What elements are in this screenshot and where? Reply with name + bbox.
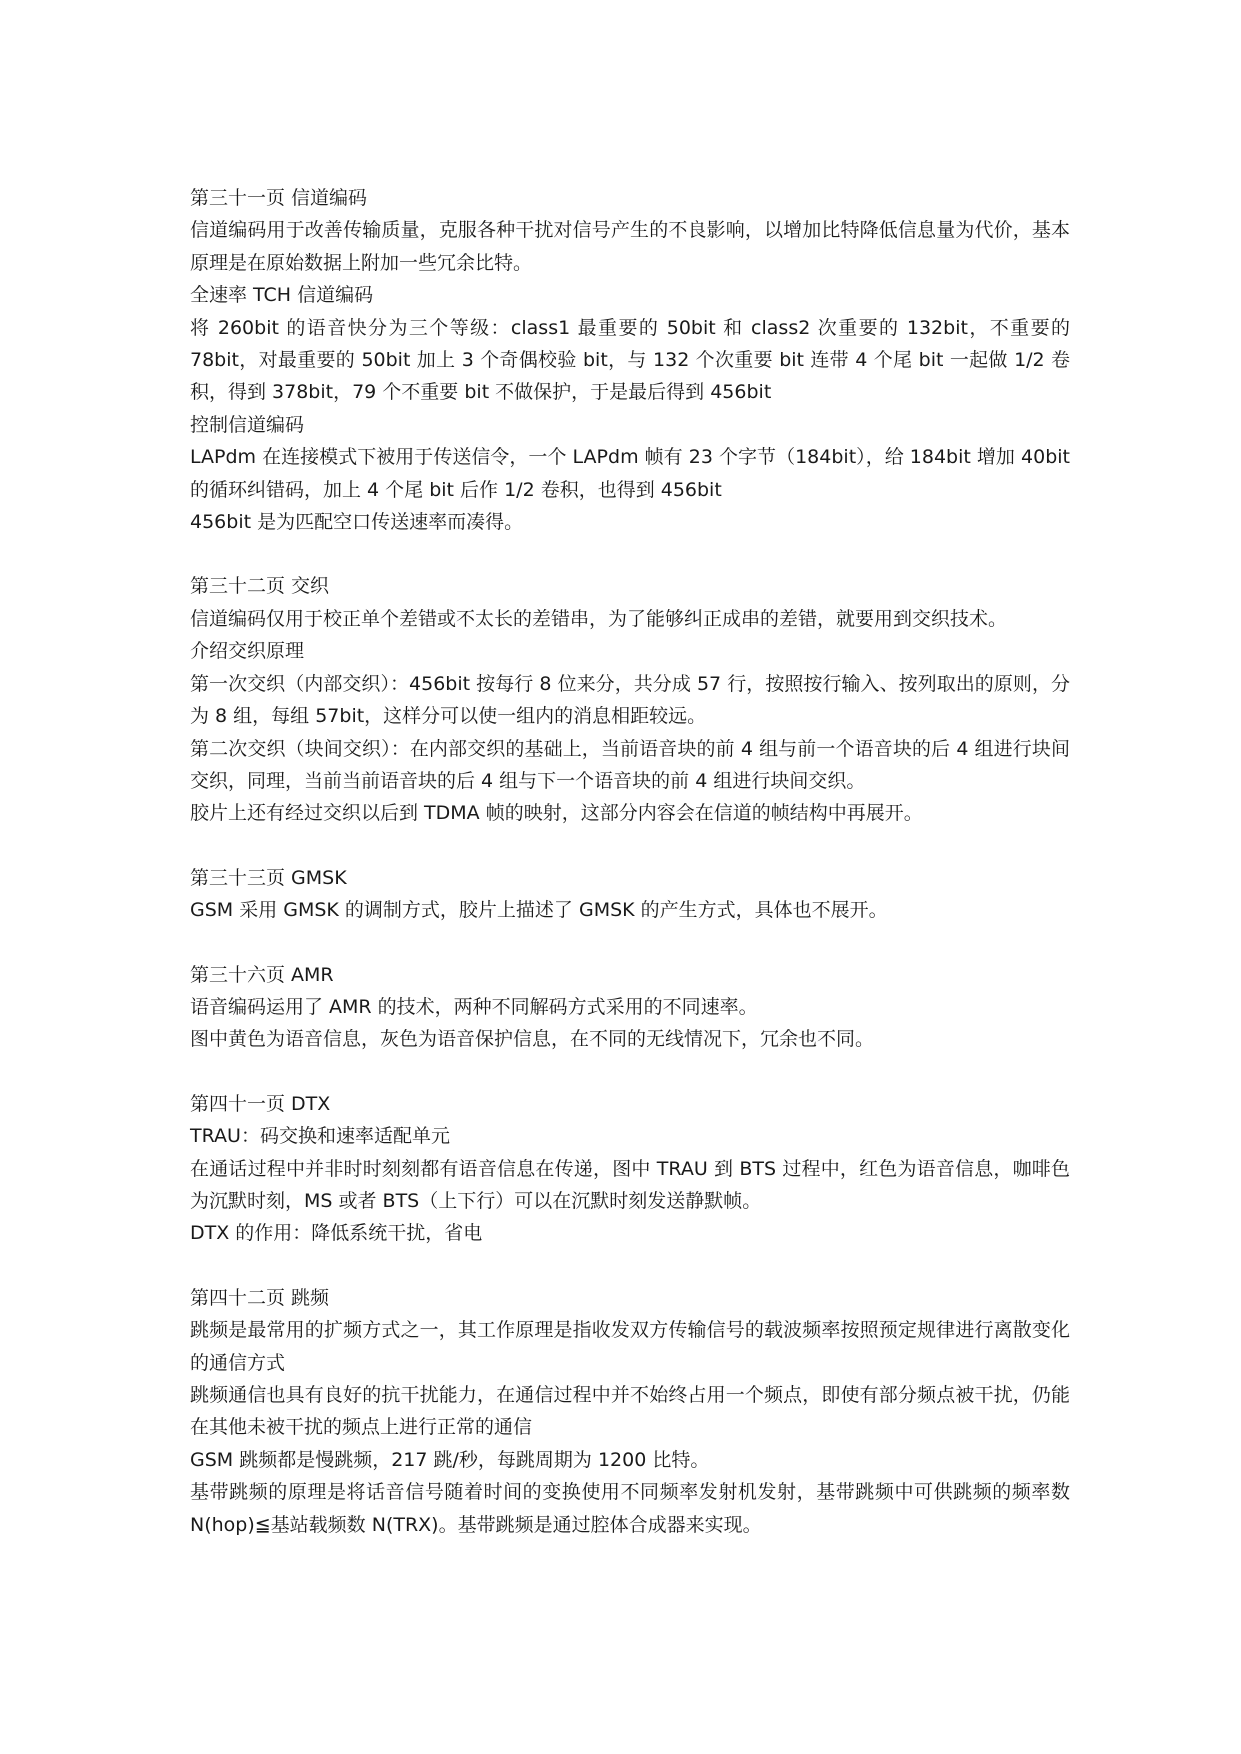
section-title: 第三十六页 AMR (190, 963, 334, 986)
paragraph: GSM 采用 GMSK 的调制方式，胶片上描述了 GMSK 的产生方式，具体也不展开。 (190, 899, 888, 922)
subheading: 全速率 TCH 信道编码 (190, 284, 374, 307)
paragraph: DTX 的作用：降低系统干扰，省电 (190, 1222, 483, 1245)
paragraph: 信道编码用于改善传输质量，克服各种干扰对信号产生的不良影响，以增加比特降低信息量为代价，基本原理是在原始数据上附加一些冗余比特。 (190, 219, 1070, 274)
paragraph: 胶片上还有经过交织以后到 TDMA 帧的映射，这部分内容会在信道的帧结构中再展开。 (190, 802, 923, 825)
section-title: 第四十二页 跳频 (190, 1286, 330, 1309)
document-page (190, 182, 1070, 1573)
paragraph: 第二次交织（块间交织）：在内部交织的基础上，当前语音块的前 4 组与前一个语音块的后 4 组进行块间交织，同理，当前当前语音块的后 4 组与下一个语音块的前 4 组进行块间交织。 (190, 737, 1070, 792)
paragraph: 基带跳频的原理是将话音信号随着时间的变换使用不同频率发射机发射，基带跳频中可供跳频的频率数 N(hop)≦基站载频数 N(TRX)。基带跳频是通过腔体合成器来实现。 (190, 1481, 1070, 1536)
paragraph: 在通话过程中并非时时刻刻都有语音信息在传递，图中 TRAU 到 BTS 过程中，红色为语音信息，咖啡色为沉默时刻，MS 或者 BTS（上下行）可以在沉默时刻发送静默帧。 (190, 1157, 1070, 1212)
paragraph: 将 260bit 的语音快分为三个等级：class1 最重要的 50bit 和 class2 次重要的 132bit，不重要的 78bit，对最重要的 50bit 加上 3 个奇偶校验 bit，与 132 个次重要 bit 连带 4 个尾 bit 一起做 1/2 卷积，得到 378bit，79 个不重要 bit 不做保护，于是最后得到 456bit (190, 316, 1070, 404)
section-dtx (190, 1088, 1070, 1250)
section-amr (190, 959, 1070, 1056)
subheading: 介绍交织原理 (190, 640, 305, 663)
section-interleaving (190, 570, 1070, 829)
section-gmsk (190, 862, 1070, 927)
section-title: 第三十一页 信道编码 (190, 187, 368, 209)
section-title: 第三十三页 GMSK (190, 866, 347, 889)
paragraph: TRAU：码交换和速率适配单元 (190, 1125, 450, 1148)
paragraph: 第一次交织（内部交织）：456bit 按每行 8 位来分，共分成 57 行，按照按行输入、按列取出的原则，分为 8 组，每组 57bit，这样分可以使一组内的消息相距较远。 (190, 672, 1070, 728)
paragraph: 456bit 是为匹配空口传送速率而凑得。 (190, 511, 524, 534)
paragraph: 语音编码运用了 AMR 的技术，两种不同解码方式采用的不同速率。 (190, 995, 758, 1018)
section-frequency-hopping (190, 1282, 1070, 1541)
subheading: 控制信道编码 (190, 413, 305, 436)
paragraph: 跳频通信也具有良好的抗干扰能力，在通信过程中并不始终占用一个频点，即使有部分频点被干扰，仍能在其他未被干扰的频点上进行正常的通信 (190, 1384, 1070, 1439)
paragraph: GSM 跳频都是慢跳频，217 跳/秒，每跳周期为 1200 比特。 (190, 1448, 710, 1471)
paragraph: LAPdm 在连接模式下被用于传送信令，一个 LAPdm 帧有 23 个字节（184bit），给 184bit 增加 40bit 的循环纠错码，加上 4 个尾 bit 后作 1/2 卷积，也得到 456bit (190, 446, 1070, 501)
paragraph: 信道编码仅用于校正单个差错或不太长的差错串，为了能够纠正成串的差错，就要用到交织技术。 (190, 607, 1008, 630)
paragraph: 跳频是最常用的扩频方式之一，其工作原理是指收发双方传输信号的载波频率按照预定规律进行离散变化的通信方式 (190, 1319, 1070, 1374)
section-channel-coding (190, 182, 1070, 538)
paragraph: 图中黄色为语音信息，灰色为语音保护信息，在不同的无线情况下，冗余也不同。 (190, 1028, 875, 1051)
section-title: 第三十二页 交织 (190, 575, 330, 598)
section-title: 第四十一页 DTX (190, 1092, 331, 1115)
